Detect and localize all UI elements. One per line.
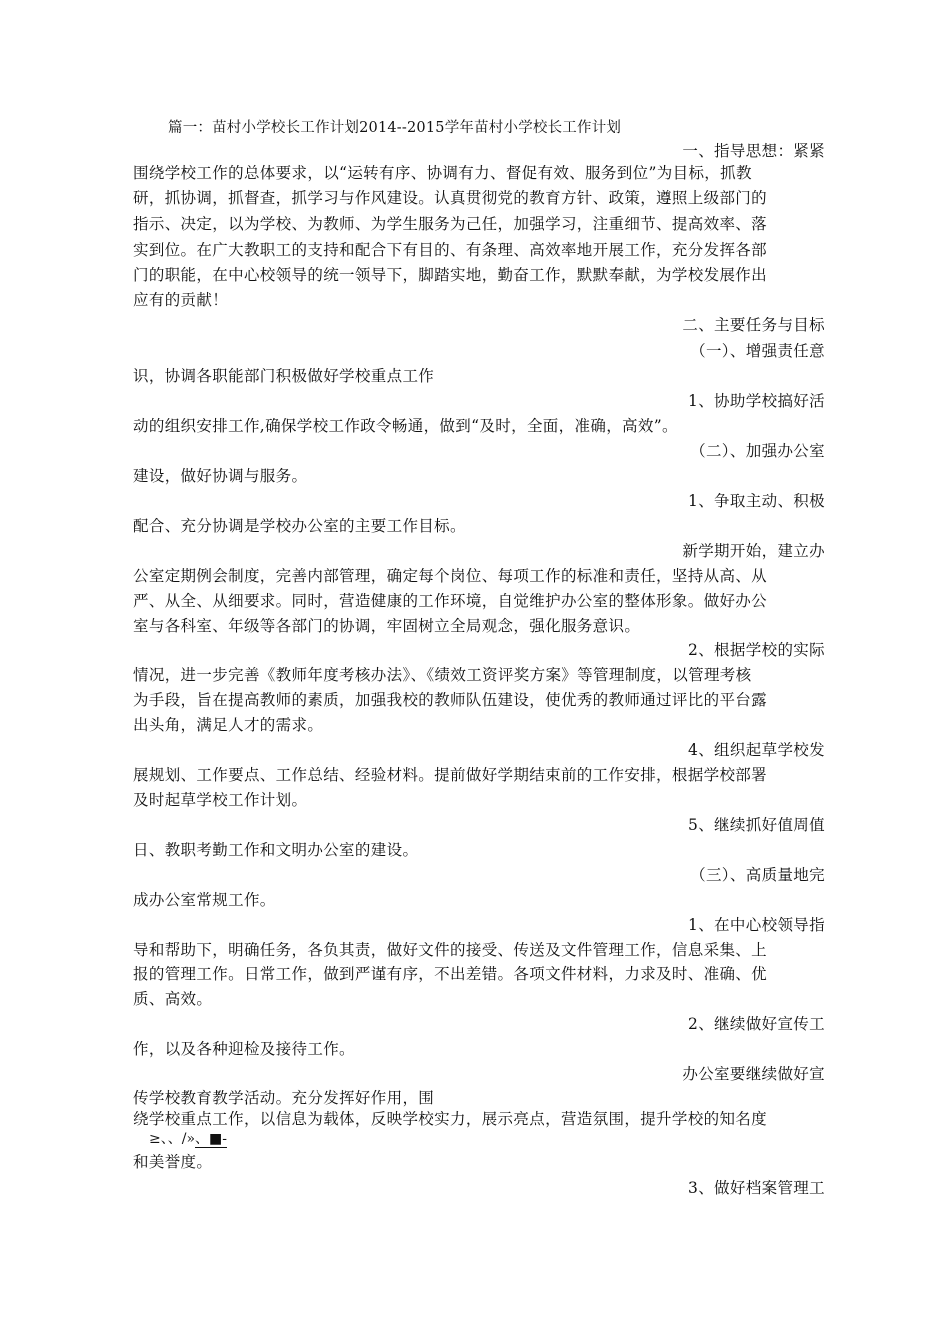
- paragraph-line: 公室定期例会制度，完善内部管理，确定每个岗位、每项工作的标准和责任，坚持从高、从: [133, 567, 768, 585]
- paragraph-line: 展规划、工作要点、工作总结、经验材料。提前做好学期结束前的工作安排，根据学校部署: [133, 766, 768, 784]
- paragraph-line: 传学校教育教学活动。充分发挥好作用，围: [133, 1089, 435, 1107]
- paragraph-line: 出头角，满足人才的需求。: [133, 716, 324, 734]
- paragraph-line: 动的组织安排工作,确保学校工作政令畅通，做到“及时，全面，准确，高效”。: [133, 417, 678, 435]
- heading-section-2: （二）、加强办公室: [690, 442, 825, 460]
- paragraph-line: 识，协调各职能部门积极做好学校重点工作: [133, 367, 435, 385]
- paragraph-line: 绕学校重点工作，以信息为载体，反映学校实力，展示亮点，营造氛围，提升学校的知名度: [133, 1110, 768, 1128]
- paragraph-line: 日、教职考勤工作和文明办公室的建设。: [133, 841, 419, 859]
- item-line: 4、组织起草学校发: [687, 741, 825, 759]
- item-line: 2、继续做好宣传工: [687, 1015, 825, 1033]
- heading-main-tasks: 二、主要任务与目标: [682, 316, 825, 334]
- item-line: 1、争取主动、积极: [687, 492, 825, 510]
- paragraph-line: 情况，进一步完善《教师年度考核办法》、《绩效工资评奖方案》等管理制度，以管理考核: [133, 666, 752, 684]
- item-line: 办公室要继续做好宣: [682, 1065, 825, 1083]
- item-line: 新学期开始，建立办: [682, 542, 825, 560]
- item-line: 1、协助学校搞好活: [687, 392, 825, 410]
- paragraph-line: 围绕学校工作的总体要求，以“运转有序、协调有力、督促有效、服务到位”为目标，抓教: [133, 164, 752, 182]
- paragraph-line: 导和帮助下，明确任务，各负其责，做好文件的接受、传送及文件管理工作，信息采集、上: [133, 941, 768, 959]
- paragraph-line: 及时起草学校工作计划。: [133, 791, 308, 809]
- paragraph-line: 严、从全、从细要求。同时，营造健康的工作环境，自觉维护办公室的整体形象。做好办公: [133, 592, 768, 610]
- garbled-fragment-a: ≥、、/»: [149, 1131, 196, 1147]
- heading-section-1: （一）、增强责任意: [690, 342, 825, 360]
- paragraph-line: 成办公室常规工作。: [133, 891, 276, 909]
- paragraph-line: 配合、充分协调是学校办公室的主要工作目标。: [133, 517, 466, 535]
- paragraph-line: 研，抓协调，抓督查，抓学习与作风建设。认真贯彻党的教育方针、政策，遵照上级部门的: [133, 189, 768, 207]
- paragraph-line: 作，以及各种迎检及接待工作。: [133, 1040, 355, 1058]
- paragraph-line: 质、高效。: [133, 990, 213, 1008]
- paragraph-line: 门的职能，在中心校领导的统一领导下，脚踏实地，勤奋工作，默默奉献，为学校发展作出: [133, 266, 768, 284]
- document-title: 篇一：苗村小学校长工作计划2014--2015学年苗村小学校长工作计划: [168, 120, 622, 136]
- item-line: 2、根据学校的实际: [687, 641, 825, 659]
- paragraph-line: 实到位。在广大教职工的支持和配合下有目的、有条理、高效率地开展工作，充分发挥各部: [133, 241, 768, 259]
- paragraph-line: 应有的贡献！: [133, 291, 229, 309]
- paragraph-line: 指示、决定，以为学校、为教师、为学生服务为己任，加强学习，注重细节、提高效率、落: [133, 215, 768, 233]
- heading-guiding-thought: 一、指导思想：紧紧: [682, 142, 825, 160]
- paragraph-line: 和美誉度。: [133, 1153, 213, 1171]
- item-line: 3、做好档案管理工: [687, 1179, 825, 1197]
- paragraph-line: 报的管理工作。日常工作，做到严谨有序，不出差错。各项文件材料，力求及时、准确、优: [133, 965, 768, 983]
- paragraph-line: 建设，做好协调与服务。: [133, 467, 308, 485]
- heading-section-3: （三）、高质量地完: [690, 866, 825, 884]
- item-line: 1、在中心校领导指: [687, 916, 825, 934]
- paragraph-line: 室与各科室、年级等各部门的协调，牢固树立全局观念，强化服务意识。: [133, 617, 641, 635]
- paragraph-line: 为手段，旨在提高教师的素质，加强我校的教师队伍建设，使优秀的教师通过评比的平台露: [133, 691, 768, 709]
- item-line: 5、继续抓好值周值: [687, 816, 825, 834]
- garbled-fragment: [149, 1131, 227, 1147]
- garbled-fragment-b: 、■-: [195, 1131, 227, 1147]
